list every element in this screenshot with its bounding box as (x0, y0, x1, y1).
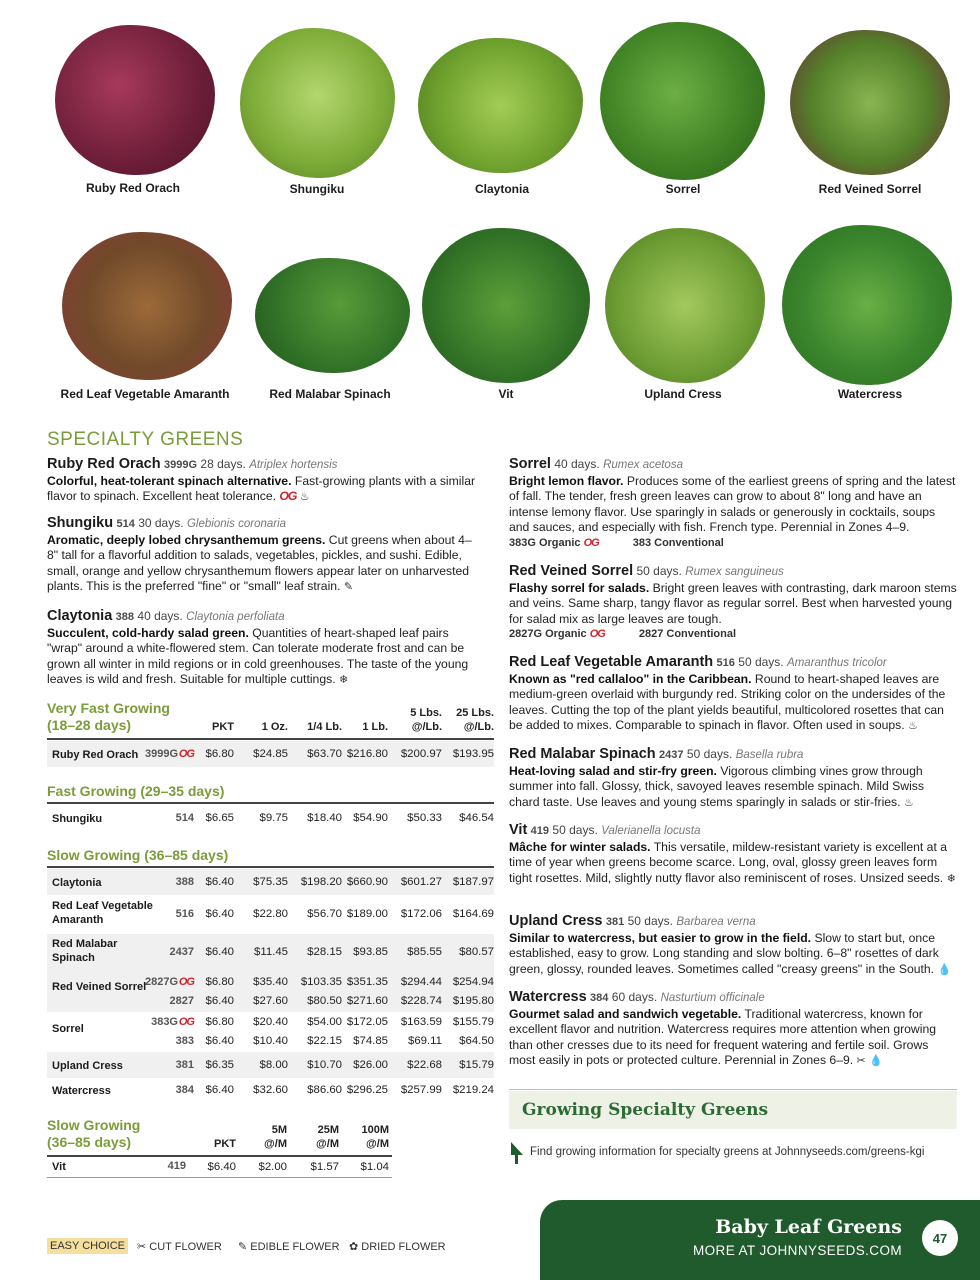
photo-claytonia (418, 38, 583, 173)
row-name: Shungiku (52, 813, 103, 825)
days-to-maturity: 30 days. (138, 516, 184, 530)
price-cell: $187.97 (452, 876, 494, 888)
price-cell: $22.68 (407, 1059, 442, 1071)
price-cell: $6.65 (205, 812, 234, 824)
variety-code: 514 (116, 518, 135, 530)
botanical-name: Valerianella locusta (601, 825, 701, 837)
price-cell: $8.00 (259, 1059, 288, 1071)
table-row (47, 993, 494, 1011)
table-row (47, 1157, 392, 1179)
days-to-maturity: 50 days. (627, 914, 673, 928)
col-header: 25M @/M (316, 1124, 339, 1150)
price-cell: $216.80 (346, 748, 388, 760)
table-row (47, 808, 494, 830)
group-heading: Very Fast Growing (18–28 days) (47, 700, 170, 733)
table-rule (47, 866, 494, 868)
price-cell: $75.35 (253, 876, 288, 888)
row-code: 2827G (144, 976, 178, 988)
days-to-maturity: 50 days. (636, 564, 682, 578)
description: Round to heart-shaped leaves are medium-green overlaid with burgundy red. Striking color on the undersides of the leaves. Cutting the top of the plant yields beautiful, multicolored rosettes that can be added to mixes. Comparable to spinach in flavor. Often used in soups. (509, 671, 946, 733)
tools-icon: ✂ (856, 1055, 866, 1068)
organic-code: 383G Organic (509, 536, 581, 549)
cursor-arrow-icon (509, 1141, 525, 1165)
price-cell: $85.55 (407, 946, 442, 958)
price-cell: $6.40 (205, 1084, 234, 1096)
table-row (47, 1055, 494, 1077)
snowflake-icon: ❄ (946, 872, 956, 885)
price-cell: $198.20 (300, 876, 342, 888)
row-name: Vit (52, 1161, 66, 1173)
organic-og-icon: OG (178, 1016, 194, 1028)
price-cell: $10.70 (307, 1059, 342, 1071)
table-row (47, 1080, 494, 1102)
price-cell: $15.79 (459, 1059, 494, 1071)
legend-edible-flower (238, 1240, 340, 1253)
description: Bright green leaves with contrasting, dark maroon stems and veins. Same sharp, tangy flavor as regular sorrel. Best when harvested young for salad mix as large leaves are tough. (509, 580, 957, 626)
col-header: 5 Lbs. @/Lb. (410, 707, 442, 733)
botanical-name: Basella rubra (735, 749, 804, 761)
botanical-name: Nasturtium officinale (660, 992, 765, 1004)
organic-line (509, 536, 957, 551)
price-cell: $93.85 (353, 946, 388, 958)
price-cell: $200.97 (400, 748, 442, 760)
row-name: Sorrel (52, 1023, 84, 1035)
group-heading: Fast Growing (29–35 days) (47, 783, 225, 799)
row-name: Upland Cress (52, 1060, 123, 1072)
variety-code: 381 (605, 916, 625, 928)
pot-icon: ♨ (299, 491, 310, 504)
headline: Bright lemon flavor. (509, 473, 624, 488)
variety-name: Red Veined Sorrel (509, 563, 634, 579)
group-heading: Slow Growing (36–85 days) (47, 847, 229, 863)
table-row (47, 974, 494, 992)
organic-line (509, 627, 957, 642)
description: Quantities of heart-shaped leaf pairs "wrap" around a white-flowered stem. Can tolerate moderate frost and can be grown all winter in mild regions or in cold greenhouses. The taste of the young leaves is wild and fresh. Suitable for multiple cuttings. (47, 625, 469, 687)
col-header: PKT (212, 721, 234, 733)
price-cell: $80.57 (459, 946, 494, 958)
price-cell: $32.60 (253, 1084, 288, 1096)
days-to-maturity: 40 days. (554, 457, 600, 471)
headline: Similar to watercress, but easier to grow in the field. (509, 930, 812, 945)
table-rule (47, 738, 494, 740)
variety-code: 3999G (164, 459, 198, 471)
growing-guide-title: Growing Specialty Greens (522, 1100, 769, 1120)
legend-label: DRIED FLOWER (361, 1241, 446, 1253)
photo-red-veined-sorrel (790, 30, 950, 175)
price-cell: $163.59 (400, 1016, 442, 1028)
growing-guide-banner (509, 1091, 957, 1129)
price-cell: $6.80 (205, 748, 234, 760)
price-cell: $6.40 (205, 876, 234, 888)
price-cell: $254.94 (452, 976, 494, 988)
price-cell: $10.40 (253, 1035, 288, 1047)
legend-easy-choice (47, 1240, 128, 1252)
price-cell: $6.80 (205, 1016, 234, 1028)
price-cell: $6.35 (205, 1059, 234, 1071)
price-cell: $6.40 (205, 1035, 234, 1047)
water-drop-icon: 💧 (869, 1055, 883, 1068)
price-cell: $56.70 (307, 908, 342, 920)
price-cell: $155.79 (452, 1016, 494, 1028)
description: This versatile, mildew-resistant variety is excellent at a time of year when greens become scarce. Long, oval, glossy green leaves form tight rosettes. Mild, slightly nutty flavor also reminiscent of roses. Unsized seeds. (509, 839, 948, 885)
table-row (47, 744, 494, 766)
page-number: 47 (922, 1220, 958, 1256)
table-row (47, 936, 494, 970)
price-table (47, 700, 494, 1110)
description: Slow to start but, once established, easy to grow. Long standing and slow bolting. 6–8" rosettes of dark green, glossy, rounded leaves. Sometimes called "creasy greens" in the South. (509, 930, 939, 976)
variety-name: Red Leaf Vegetable Amaranth (509, 654, 714, 670)
price-cell: $257.99 (400, 1084, 442, 1096)
botanical-name: Glebionis coronaria (186, 518, 287, 530)
col-header: PKT (214, 1138, 236, 1150)
price-cell: $6.40 (205, 908, 234, 920)
price-cell: $294.44 (400, 976, 442, 988)
row-name: Watercress (52, 1085, 111, 1097)
entry-claytonia (47, 609, 477, 689)
variety-name: Sorrel (509, 456, 551, 472)
price-cell: $27.60 (253, 995, 288, 1007)
photo-label: Red Veined Sorrel (818, 182, 922, 196)
price-cell: $189.00 (346, 908, 388, 920)
botanical-name: Rumex acetosa (603, 459, 683, 471)
col-header: 25 Lbs. @/Lb. (456, 707, 494, 733)
photo-shungiku (240, 28, 395, 178)
headline: Heat-loving salad and stir-fry green. (509, 763, 717, 778)
headline: Flashy sorrel for salads. (509, 580, 650, 595)
photo-red-leaf-amaranth (62, 232, 232, 380)
price-cell: $6.80 (205, 976, 234, 988)
price-cell: $6.40 (205, 995, 234, 1007)
price-cell: $271.60 (346, 995, 388, 1007)
variety-name: Red Malabar Spinach (509, 746, 656, 762)
price-cell: $54.00 (307, 1016, 342, 1028)
price-cell: $2.00 (258, 1161, 287, 1173)
scissors-icon: ✂ (137, 1241, 147, 1253)
photo-ruby-red-orach (55, 25, 215, 175)
days-to-maturity: 40 days. (137, 609, 183, 623)
description: Produces some of the earliest greens of spring and the latest of fall. The tender, fresh green leaves can grow to about 8" long and have an intense lemony flavor. Use sparingly in salads or generously in cocktails, soups and sauces, and especially with fish. French type. Perennial in Zones 4–9. (509, 473, 956, 535)
variety-code: 384 (590, 992, 609, 1004)
price-table-vit (47, 1117, 392, 1179)
botanical-name: Amaranthus tricolor (787, 657, 887, 669)
legend-cut-flower (137, 1240, 222, 1253)
col-header: 100M @/M (361, 1124, 389, 1150)
table-rule (47, 802, 494, 804)
pot-icon: ♨ (908, 720, 918, 733)
description: Vigorous climbing vines grow through summer into fall. Glossy, thick, savoyed leaves resemble spinach. Mild Swiss chard taste. Use leaves and young stems sparingly in salads or stir-fries. (509, 763, 924, 809)
price-cell: $74.85 (353, 1035, 388, 1047)
days-to-maturity: 28 days. (200, 457, 246, 471)
variety-name: Upland Cress (509, 913, 603, 929)
price-cell: $64.50 (459, 1035, 494, 1047)
entry-red-leaf-amaranth (509, 655, 957, 735)
price-cell: $35.40 (253, 976, 288, 988)
price-cell: $54.90 (353, 812, 388, 824)
botanical-name: Claytonia perfoliata (186, 611, 285, 623)
table-row (47, 1033, 494, 1051)
row-code: 2437 (169, 946, 194, 958)
price-cell: $86.60 (307, 1084, 342, 1096)
photo-label: Red Leaf Vegetable Amaranth (60, 387, 230, 401)
price-cell: $22.80 (253, 908, 288, 920)
description: Cut greens when about 4–8" tall for a flavorful addition to salads, vegetables, pickles, and sushi. Edible, small, orange and yellow chrysanthemum flowers appear later on unharvested plants. This is the preferred "fine" or "small" leaf strain. (47, 532, 472, 594)
price-cell: $660.90 (346, 876, 388, 888)
photo-label: Red Malabar Spinach (269, 387, 391, 401)
row-name: Red Veined Sorrel (52, 981, 147, 993)
price-cell: $219.24 (452, 1084, 494, 1096)
price-cell: $22.15 (307, 1035, 342, 1047)
price-cell: $6.40 (207, 1161, 236, 1173)
price-cell: $228.74 (400, 995, 442, 1007)
price-cell: $103.35 (300, 976, 342, 988)
group-heading: Slow Growing (36–85 days) (47, 1117, 141, 1150)
price-cell: $6.40 (205, 946, 234, 958)
days-to-maturity: 50 days. (738, 655, 784, 669)
divider (509, 1089, 957, 1090)
table-row (47, 872, 494, 894)
botanical-name: Barbarea verna (676, 916, 756, 928)
headline: Mâche for winter salads. (509, 839, 651, 854)
botanical-name: Rumex sanguineus (685, 566, 784, 578)
days-to-maturity: 50 days. (686, 747, 733, 761)
price-cell: $195.80 (452, 995, 494, 1007)
price-cell: $46.54 (459, 812, 494, 824)
variety-name: Watercress (509, 989, 587, 1005)
headline: Succulent, cold-hardy salad green. (47, 625, 249, 640)
edible-flower-icon: ✎ (238, 1241, 248, 1253)
edible-flower-icon: ✎ (343, 581, 354, 594)
variety-name: Claytonia (47, 608, 113, 624)
price-cell: $20.40 (253, 1016, 288, 1028)
organic-og-icon: OG (178, 976, 194, 988)
days-to-maturity: 50 days. (552, 823, 598, 837)
photo-label: Ruby Red Orach (85, 181, 181, 195)
row-code: 419 (167, 1160, 186, 1172)
photo-label: Vit (498, 387, 514, 401)
price-cell: $172.05 (346, 1016, 388, 1028)
dried-flower-icon: ✿ (349, 1241, 359, 1253)
price-cell: $193.95 (452, 748, 494, 760)
legend-dried-flower (349, 1240, 446, 1253)
headline: Colorful, heat-tolerant spinach alternative. (47, 473, 292, 488)
organic-og-icon: OG (178, 748, 194, 760)
conventional-code: 383 Conventional (632, 536, 724, 549)
price-cell: $1.57 (310, 1161, 339, 1173)
row-code: 514 (175, 812, 194, 824)
col-header: 1 Lb. (362, 721, 388, 733)
variety-code: 2437 (659, 749, 684, 761)
variety-code: 419 (530, 825, 550, 837)
variety-code: 388 (115, 611, 135, 623)
price-cell: $50.33 (407, 812, 442, 824)
description: Traditional watercress, known for excellent flavor and nutrition. Watercress requires more attention when growing than other cresses due to its need for frequent watering and fertile soil. Grows most easily in pots or protected culture. Perennial in Zones 6–9. (509, 1006, 936, 1068)
growing-guide-link[interactable] (509, 1140, 957, 1166)
variety-name: Shungiku (47, 515, 114, 531)
row-name: Red Leaf Vegetable Amaranth (52, 900, 153, 926)
row-code: 3999G (144, 748, 178, 760)
headline: Known as "red callaloo" in the Caribbean. (509, 671, 752, 686)
legend-label: CUT FLOWER (149, 1241, 222, 1253)
easy-choice-badge: EASY CHOICE (47, 1238, 128, 1254)
photo-vit (422, 228, 590, 383)
entry-shungiku (47, 516, 477, 596)
price-cell: $80.50 (307, 995, 342, 1007)
footer-title: Baby Leaf Greens (715, 1216, 902, 1238)
description: Fast-growing plants with a similar flavor to spinach. Excellent heat tolerance. (47, 473, 476, 504)
snowflake-icon: ❄ (338, 674, 349, 687)
table-row (47, 898, 494, 932)
col-header: 1/4 Lb. (307, 721, 342, 733)
organic-og-icon: OG (589, 628, 605, 641)
price-cell: $26.00 (353, 1059, 388, 1071)
variety-name: Vit (509, 822, 528, 838)
price-cell: $9.75 (259, 812, 288, 824)
headline: Aromatic, deeply lobed chrysanthemum greens. (47, 532, 326, 547)
growing-guide-text: Find growing information for specialty greens at Johnnyseeds.com/greens-kgi (530, 1146, 925, 1158)
row-code: 381 (175, 1059, 194, 1071)
photo-label: Claytonia (474, 182, 530, 196)
headline: Gourmet salad and sandwich vegetable. (509, 1006, 742, 1021)
entry-upland-cress (509, 914, 957, 978)
price-cell: $63.70 (307, 748, 342, 760)
price-cell: $164.69 (452, 908, 494, 920)
price-cell: $69.11 (408, 1035, 442, 1047)
price-cell: $24.85 (253, 748, 288, 760)
organic-og-icon: OG (279, 489, 297, 504)
row-code: 383 (175, 1035, 194, 1047)
col-header: 5M @/M (264, 1124, 287, 1150)
photo-label: Shungiku (289, 182, 345, 196)
price-cell: $351.35 (346, 976, 388, 988)
row-code: 516 (175, 908, 194, 920)
price-cell: $172.06 (400, 908, 442, 920)
organic-code: 2827G Organic (509, 628, 587, 641)
photo-label: Watercress (837, 387, 903, 401)
section-title: SPECIALTY GREENS (47, 429, 244, 450)
entry-red-malabar-spinach (509, 747, 957, 811)
entry-ruby-red-orach (47, 457, 477, 506)
variety-code: 516 (716, 657, 735, 669)
price-cell: $28.15 (307, 946, 342, 958)
variety-name: Ruby Red Orach (47, 456, 161, 472)
entry-vit (509, 823, 957, 887)
photo-label: Sorrel (665, 182, 701, 196)
organic-og-icon: OG (583, 536, 599, 549)
row-code: 2827 (169, 995, 194, 1007)
entry-sorrel (509, 457, 957, 551)
row-code: 388 (175, 876, 194, 888)
col-header: 1 Oz. (261, 721, 288, 733)
price-cell: $601.27 (400, 876, 442, 888)
row-code: 384 (175, 1084, 194, 1096)
table-row (47, 1014, 494, 1035)
photo-sorrel (600, 22, 765, 180)
days-to-maturity: 60 days. (611, 990, 658, 1004)
price-cell: $11.45 (254, 946, 288, 958)
pot-icon: ♨ (903, 796, 914, 809)
entry-red-veined-sorrel (509, 564, 957, 642)
row-code: 383G (151, 1016, 178, 1028)
photo-watercress (782, 225, 952, 385)
price-cell: $1.04 (360, 1161, 389, 1173)
row-name: Red Malabar Spinach (52, 938, 118, 964)
photo-label: Upland Cress (644, 387, 722, 401)
row-name: Ruby Red Orach (52, 749, 139, 761)
footer-website[interactable]: MORE AT JOHNNYSEEDS.COM (693, 1243, 902, 1258)
photo-red-malabar-spinach (255, 258, 410, 373)
botanical-name: Atriplex hortensis (249, 459, 338, 471)
table-rule (47, 1177, 392, 1178)
price-cell: $296.25 (346, 1084, 388, 1096)
page-footer (540, 1200, 980, 1280)
conventional-code: 2827 Conventional (638, 628, 737, 641)
photo-upland-cress (605, 228, 765, 383)
price-cell: $18.40 (307, 812, 342, 824)
water-drop-icon: 💧 (937, 963, 952, 976)
row-name: Claytonia (52, 877, 102, 889)
legend-label: EDIBLE FLOWER (250, 1241, 340, 1253)
entry-watercress (509, 990, 957, 1070)
